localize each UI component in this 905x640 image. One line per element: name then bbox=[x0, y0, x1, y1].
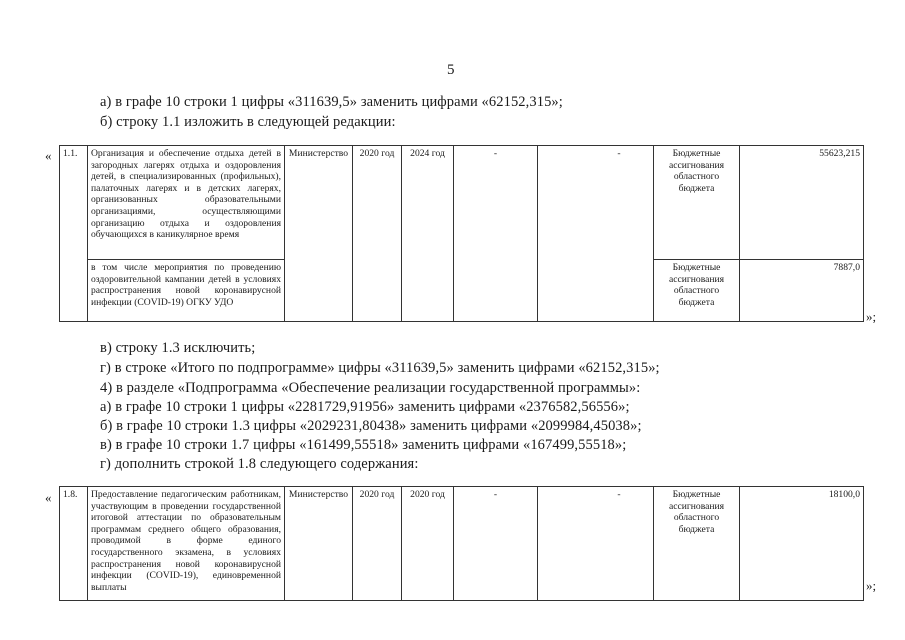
end-year-cell: 2024 год bbox=[402, 146, 454, 322]
measure-description-cell: Организация и обеспечение отдыха детей в загородных лагерях отдыха и оздоровления детей, в специализированных (профильных), палаточных лагерях и в детских лагерях, организованных образовательными организациями, осуществляющими организацию отдыха и оздоровления обучающихся в каникулярное время bbox=[88, 146, 285, 260]
table1-close-quote: »; bbox=[866, 309, 877, 324]
table-row bbox=[60, 487, 864, 601]
section-4-heading: 4) в разделе «Подпрограмма «Обеспечение реализации государственной программы»: bbox=[100, 380, 641, 396]
executor-cell: Министерство bbox=[285, 487, 353, 601]
funding-source-cell: Бюджетные ассигнования областного бюджета bbox=[654, 260, 740, 322]
measure-subitem-cell: в том числе мероприятия по проведению оздоровительной кампании детей в условиях распространения новой коронавирусной инфекции (COVID-19) ОГКУ УДО bbox=[88, 260, 285, 322]
indicator-value-cell: - bbox=[538, 146, 654, 322]
row-number-cell: 1.1. bbox=[60, 146, 88, 322]
end-year-cell: 2020 год bbox=[402, 487, 454, 601]
table2-close-quote: »; bbox=[866, 578, 877, 593]
indicator-cell: - bbox=[454, 146, 538, 322]
start-year-cell: 2020 год bbox=[353, 487, 402, 601]
instruction-line-b: б) строку 1.1 изложить в следующей редакции: bbox=[100, 114, 396, 130]
page-number: 5 bbox=[447, 62, 455, 78]
row-number-cell: 1.8. bbox=[60, 487, 88, 601]
instruction-line-g2: г) дополнить строкой 1.8 следующего содержания: bbox=[100, 456, 419, 472]
funding-source-cell: Бюджетные ассигнования областного бюджета bbox=[654, 487, 740, 601]
instruction-line-v2: в) в графе 10 строки 1.7 цифры «161499,55518» заменить цифрами «167499,55518»; bbox=[100, 437, 627, 453]
indicator-value-cell: - bbox=[538, 487, 654, 601]
funding-amount-cell: 55623,215 bbox=[740, 146, 864, 260]
instruction-line-a: а) в графе 10 строки 1 цифры «311639,5» заменить цифрами «62152,315»; bbox=[100, 94, 563, 110]
instruction-line-b2: б) в графе 10 строки 1.3 цифры «2029231,80438» заменить цифрами «2099984,45038»; bbox=[100, 418, 642, 434]
funding-source-cell: Бюджетные ассигнования областного бюджета bbox=[654, 146, 740, 260]
instruction-line-a2: а) в графе 10 строки 1 цифры «2281729,91956» заменить цифрами «2376582,56556»; bbox=[100, 399, 630, 415]
start-year-cell: 2020 год bbox=[353, 146, 402, 322]
table-row-1-8 bbox=[59, 486, 864, 601]
table-row-1-1 bbox=[59, 145, 864, 322]
indicator-cell: - bbox=[454, 487, 538, 601]
instruction-line-v: в) строку 1.3 исключить; bbox=[100, 340, 256, 356]
table1-open-quote: « bbox=[45, 148, 52, 163]
measure-description-cell: Предоставление педагогическим работникам, участвующим в проведении государственной итоговой аттестации по образовательным программам среднего общего образования, проводимой в форме единого государственного экзамена, в условиях распространения новой коронавирусной инфекции (COVID-19), единовременной выплаты bbox=[88, 487, 285, 601]
funding-amount-cell: 7887,0 bbox=[740, 260, 864, 322]
table-row bbox=[60, 146, 864, 260]
funding-amount-cell: 18100,0 bbox=[740, 487, 864, 601]
executor-cell: Министерство bbox=[285, 146, 353, 322]
table2-open-quote: « bbox=[45, 490, 52, 505]
instruction-line-g: г) в строке «Итого по подпрограмме» цифры «311639,5» заменить цифрами «62152,315»; bbox=[100, 360, 660, 376]
